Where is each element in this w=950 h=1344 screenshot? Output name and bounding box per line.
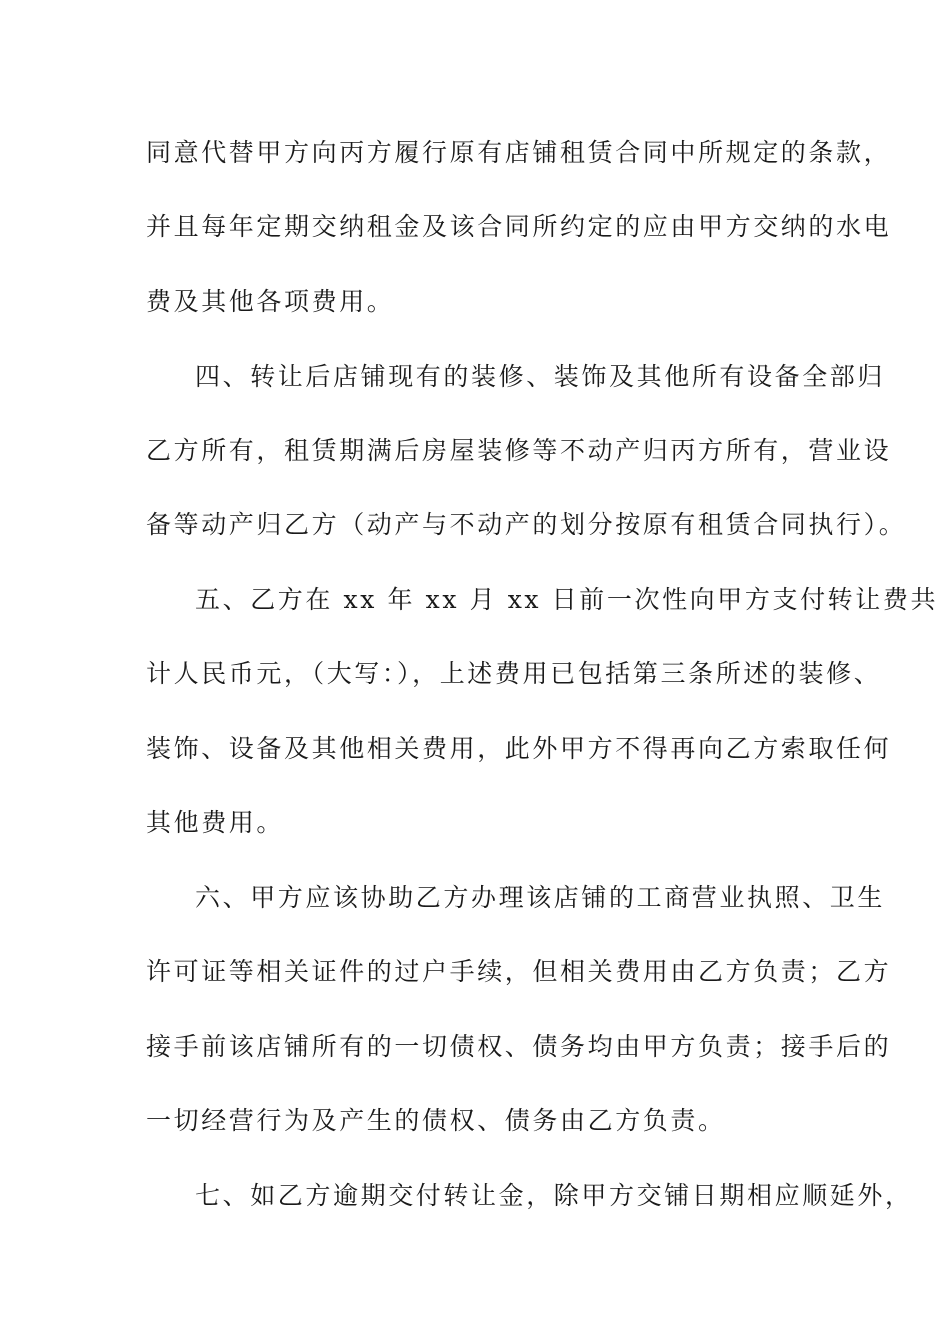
text-line-15: 七、如乙方逾期交付转让金，除甲方交铺日期相应顺延外，: [195, 1181, 913, 1210]
text-line-14: 一切经营行为及产生的债权、债务由乙方负责。: [146, 1106, 726, 1135]
text-line-8: 计人民币元，（大写：），上述费用已包括第三条所述的装修、: [146, 659, 882, 688]
text-line-9: 装饰、设备及其他相关费用，此外甲方不得再向乙方索取任何: [146, 734, 892, 763]
text-line-3: 费及其他各项费用。: [146, 287, 395, 316]
text-line-11: 六、甲方应该协助乙方办理该店铺的工商营业执照、卫生: [195, 883, 886, 912]
text-line-2: 并且每年定期交纳租金及该合同所约定的应由甲方交纳的水电: [146, 212, 892, 241]
text-line-10: 其他费用。: [146, 808, 285, 837]
text-line-13: 接手前该店铺所有的一切债权、债务均由甲方负责；接手后的: [146, 1032, 892, 1061]
text-line-7: 五、乙方在 xx 年 xx 月 xx 日前一次性向甲方支付转让费共: [195, 585, 939, 614]
text-line-1: 同意代替甲方向丙方履行原有店铺租赁合同中所规定的条款，: [146, 138, 892, 167]
text-line-12: 许可证等相关证件的过户手续，但相关费用由乙方负责；乙方: [146, 957, 892, 986]
text-line-4: 四、转让后店铺现有的装修、装饰及其他所有设备全部归: [195, 362, 886, 391]
text-line-5: 乙方所有，租赁期满后房屋装修等不动产归丙方所有，营业设: [146, 436, 892, 465]
text-line-6: 备等动产归乙方（动产与不动产的划分按原有租赁合同执行）。: [146, 510, 907, 539]
